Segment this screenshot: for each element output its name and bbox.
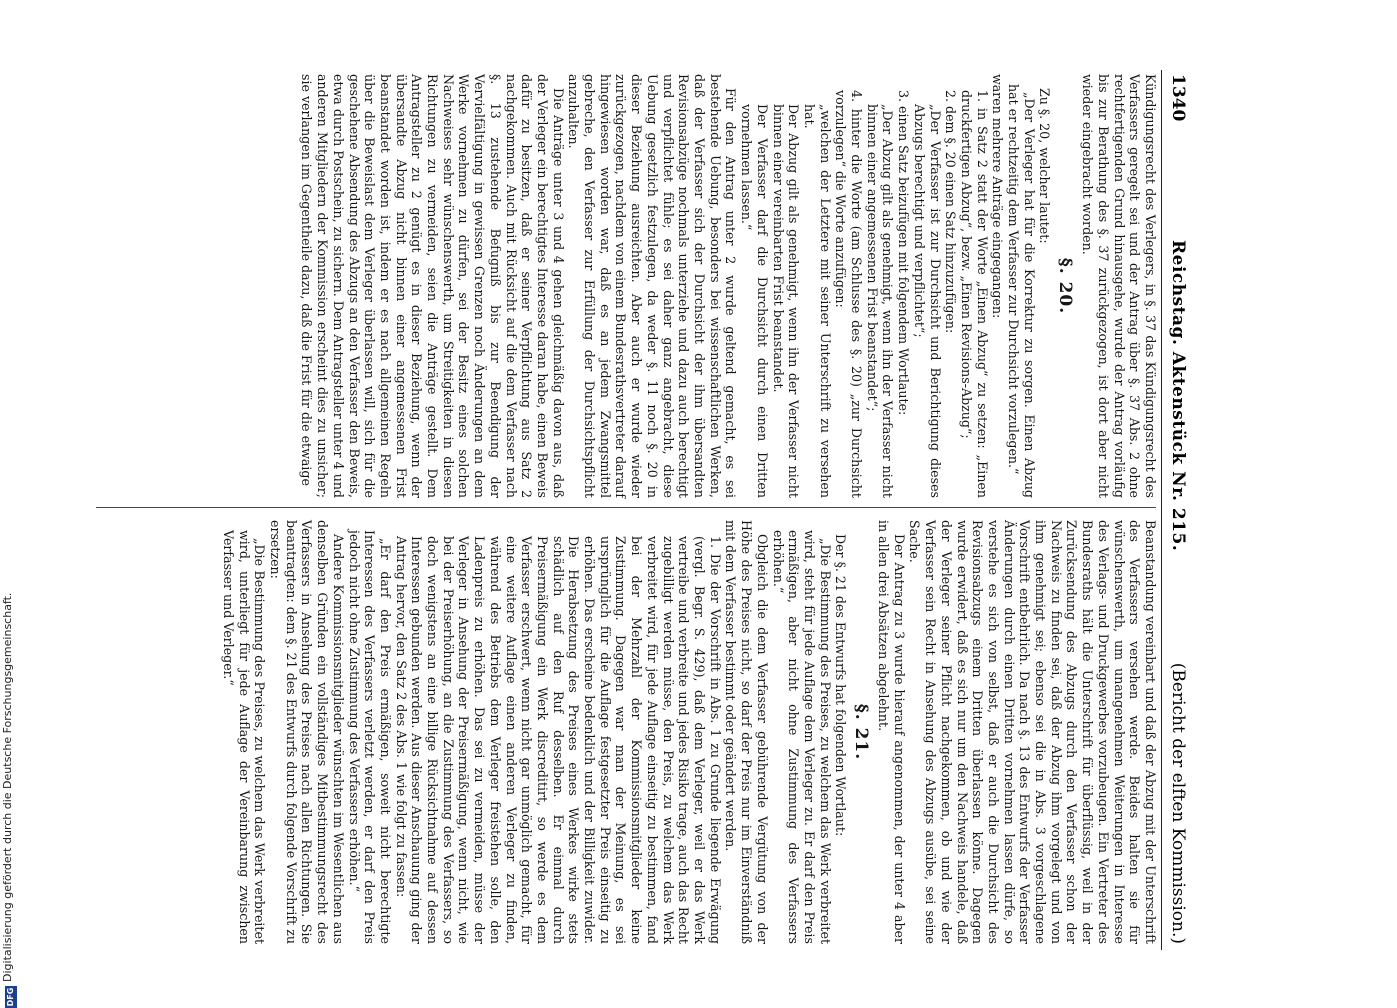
paragraph: „Die Bestimmung des Preises, zu welchem das Werk verbreitet wird, steht für jede Auflage dem Verleger zu. Er darf den Preis ermäßigen, aber nicht ohne Zustimmung des Verfassers erhöhen.“ xyxy=(770,530,833,944)
right-text-column xyxy=(220,520,1158,944)
paragraph: waren mehrere Anträge eingegangen: xyxy=(990,74,1006,319)
paragraph: Beanstandung vereinbart und daß der Abzug mit der Unterschrift des Verfassers versehen werde. Beides halten sie für wünschenswerth, um unangenehmen Weiterungen in Interesse des Verlags- und Druckgewerbes vorzubeugen. Ein Vertreter des Bundesraths hält die Unterschrift für überflüssig, weil in der Zurücksendung des Abzugs durch den Verfasser schon der Nachweis zu finden sei, daß der Abzug ihm vorgelegt und von ihm genehmigt sei; ebenso sei die in Abs. 3 vorgeschlagene Vorschrift entbehrlich. Da nach §. 13 des Entwurfs der Verfasser Änderungen durch einen Dritten vornehmen lassen dürfe, so verstehe es sich von selbst, daß er auch die Durchsicht des Revisionsabzugs einem Dritten überlassen könne. Dagegen wurde erwidert, daß es sich nur um den Nachweis handele, daß der Verleger seiner Pflicht nachgekommen, ob und wie der Verfasser sein Recht in Ansehung des Abzugs ausübe, sei seine Sache. xyxy=(907,520,1158,944)
section-heading: §. 21. xyxy=(851,703,872,761)
page-number: 1340 xyxy=(1168,74,1188,122)
left-text-column xyxy=(299,74,1158,498)
paragraph: 2. dem §. 20 einen Satz hinzuzufügen: xyxy=(943,90,959,334)
section-heading: §. 20. xyxy=(1055,257,1076,315)
paragraph: 1. in Satz 2 statt der Worte „Einen Abzug“ zu setzen: „Einen druckfertigen Abzug“, bezw. „Einen Revisions-Abzug“; xyxy=(958,90,990,498)
paragraph: 4. hinter die Worte (am Schlusse des §. 20) „zur Durchsicht vorzulegen“ die Worte anzufügen: xyxy=(833,90,865,498)
paragraph: Für den Antrag unter 2 wurde geltend gemacht, es sei bestehende Uebung, besonders bei wissenschaftlichen Werken, daß der Verfasser sich der Durchsicht der ihm übersandten Revisionsabzüge nochmals unterziehe und dazu auch berechtigt und verpflichtet fühle; es sei daher ganz angebracht, diese Uebung gesetzlich festzulegen, da weder §. 11 noch §. 20 in dieser Beziehung ausreichten. Aber auch er wurde wieder zurückgezogen, nachdem von einem Bundesrathsvertreter darauf hingewiesen worden war, daß es an jedem Zwangsmittel gebreche, den Verfasser zur Erfüllung der Durchsichtspflicht anzuhalten. xyxy=(566,74,739,498)
paragraph: Obgleich die dem Verfasser gebührende Vergütung von der Höhe des Preises nicht, so darf der Preis nur im Einverständniß mit dem Verfasser bestimmt oder geändert werden. xyxy=(723,520,770,944)
paragraph: „Der Verleger hat für die Korrektur zu sorgen. Einen Abzug hat er rechtzeitig dem Verfasser zur Durchsicht vorzulegen.“ xyxy=(1006,84,1037,498)
paragraph: „welchen der Letztere mit seiner Unterschrift zu versehen hat. xyxy=(801,104,833,498)
paragraph: Der Verfasser darf die Durchsicht durch einen Dritten vornehmen lassen.“ xyxy=(739,104,770,498)
credit-text: Digitalisierung gefördert durch die Deutsche Forschungsgemeinschaft. xyxy=(1,592,14,982)
dfg-logo-icon: DFG xyxy=(6,987,15,1007)
paragraph: Der §. 21 des Entwurfs hat folgenden Wortlaut: xyxy=(833,534,849,837)
paragraph: „Der Verfasser ist zur Durchsicht und Berichtigung dieses Abzugs berechtigt und verpflichtet“; xyxy=(911,104,943,498)
paragraph: Kündigungsrecht des Verlegers, in §. 37 das Kündigungsrecht des Verfassers geregelt sei und der Antrag über §. 37 Abs. 2 ohne rechtfertigenden Grund hinausgehe, wurde der Antrag vorläufig bis zur Berathung des §. 37 zurückgezogen, ist dort aber nicht wieder eingebracht worden. xyxy=(1080,74,1158,498)
paragraph: Der Antrag zu 3 wurde hierauf angenommen, der unter 4 aber in allen drei Absätzen abgelehnt. xyxy=(876,520,907,944)
paragraph: Andere Kommissionsmitglieder wünschten im Wesentlichen aus denselben Gründen ein vollständiges Mitbestimmungsrecht des Verfassers in Ansehung des Preises nach allen Richtungen. Sie beantragten: dem §. 21 des Entwurfs durch folgende Vorschrift zu ersetzen: xyxy=(268,520,346,944)
page-header xyxy=(1164,70,1192,950)
section-title: (Bericht der elften Kommission.) xyxy=(1168,662,1188,944)
digitization-credit xyxy=(0,18,16,1008)
paragraph: 1. Die der Vorschrift in Abs. 1 zu Grunde liegende Erwägung (vergl. Begr. S. 429), daß dem Verleger, weil er das Werk vertreibe und verbreite und jedes Risiko trage, auch das Recht zugebilligt werden müsse, den Preis, zu welchem das Werk verbreitet wird, für jede Auflage einseitig zu bestimmen, fand bei der Mehrzahl der Kommissionsmitglieder keine Zustimmung. Dagegen war man der Meinung, es sei ursprünglich für die Auflage festgesetzter Preis einseitig zu erhöhen. Das erscheine bedenklich und der Billigkeit zuwider. Die Herabsetzung des Preises eines Werkes wirke stets schädlich auf den Ruf desselben. Er einmal durch Preisermäßigung ein Werk discreditirt, so werde es dem Verfasser erschwert, wenn nicht gar unmöglich gemacht, für eine weitere Auflage einen anderen Verleger zu finden, während des Betriebs dem Verleger freistehen solle, den Ladenpreis zu erhöhen. Das sei zu vermeiden, müsse der Verleger in Ansehung der Preisermäßigung, wenn nicht, wie bei der Preiserhöhung, an die Zustimmung des Verfassers, so doch wenigstens an eine billige Rücksichtnahme auf dessen Interessen gebunden werden. Aus dieser Anschauung ging der Antrag hervor, den Satz 2 des Abs. 1 wie folgt zu fassen: xyxy=(393,536,723,944)
paragraph: „Der Abzug gilt als genehmigt, wenn ihn der Verfasser nicht binnen einer angemessenen Frist beanstandet“; xyxy=(864,104,896,498)
paragraph: Der Abzug gilt als genehmigt, wenn ihn der Verfasser nicht binnen einer vereinbarten Frist beanstandet. xyxy=(770,104,802,498)
rotated-newspaper-page xyxy=(87,70,1192,950)
column-divider xyxy=(96,507,1156,508)
paragraph: Die Anträge unter 3 und 4 gehen gleichmäßig davon aus, daß der Verleger ein berechtigtes Interesse daran habe, einen Beweis dafür zu besitzen, daß er seiner Verpflichtung aus Satz 2 nachgekommen. Auch mit Rücksicht auf die dem Verfasser nach §. 13 zustehende Befugniß bis zur Beendigung der Vervielfältigung in gewissen Grenzen noch Änderungen an dem Werke vornehmen zu dürfen, sei der Besitz eines solchen Nachweises sehr wünschenswerth, um Streitigkeiten in diesen Richtungen zu vermeiden, seien die Anträge gestellt. Dem Antragsteller zu 2 genügt es in dieser Beziehung, wenn der übersandte Abzug nicht binnen einer angemessenen Frist beanstandet worden ist, indem er es nach allgemeinen Regeln über die Beweislast dem Verleger überlassen will, sich für die geschehene Absendung des Abzugs an den Verfasser den Beweis, etwa durch Postschein, zu sichern. Dem Antragsteller unter 4 und anderen Mitgliedern der Kommission erscheint dies zu unsicher; sie verlangen im Gegentheile dazu, daß die Frist für die etwaige xyxy=(299,74,566,498)
header-rule xyxy=(1161,70,1162,950)
paragraph: „Die Bestimmung des Preises, zu welchem das Werk verbreitet wird, unterliegt für jede Auflage der Vereinbarung zwischen Verfasser und Verleger.“ xyxy=(220,530,268,944)
page-title: Reichstag. Aktenstück Nr. 215. xyxy=(1168,240,1188,552)
paragraph: 3. einen Satz beizufügen mit folgendem Wortlaute: xyxy=(896,90,912,416)
paragraph: Zu §. 20, welcher lautet: xyxy=(1037,88,1053,244)
paragraph: „Er darf den Preis ermäßigen, soweit nicht berechtigte Interessen des Verfassers verletzt werden, er darf den Preis jedoch nicht ohne Zustimmung des Verfassers erhöhen.“ xyxy=(346,530,393,944)
